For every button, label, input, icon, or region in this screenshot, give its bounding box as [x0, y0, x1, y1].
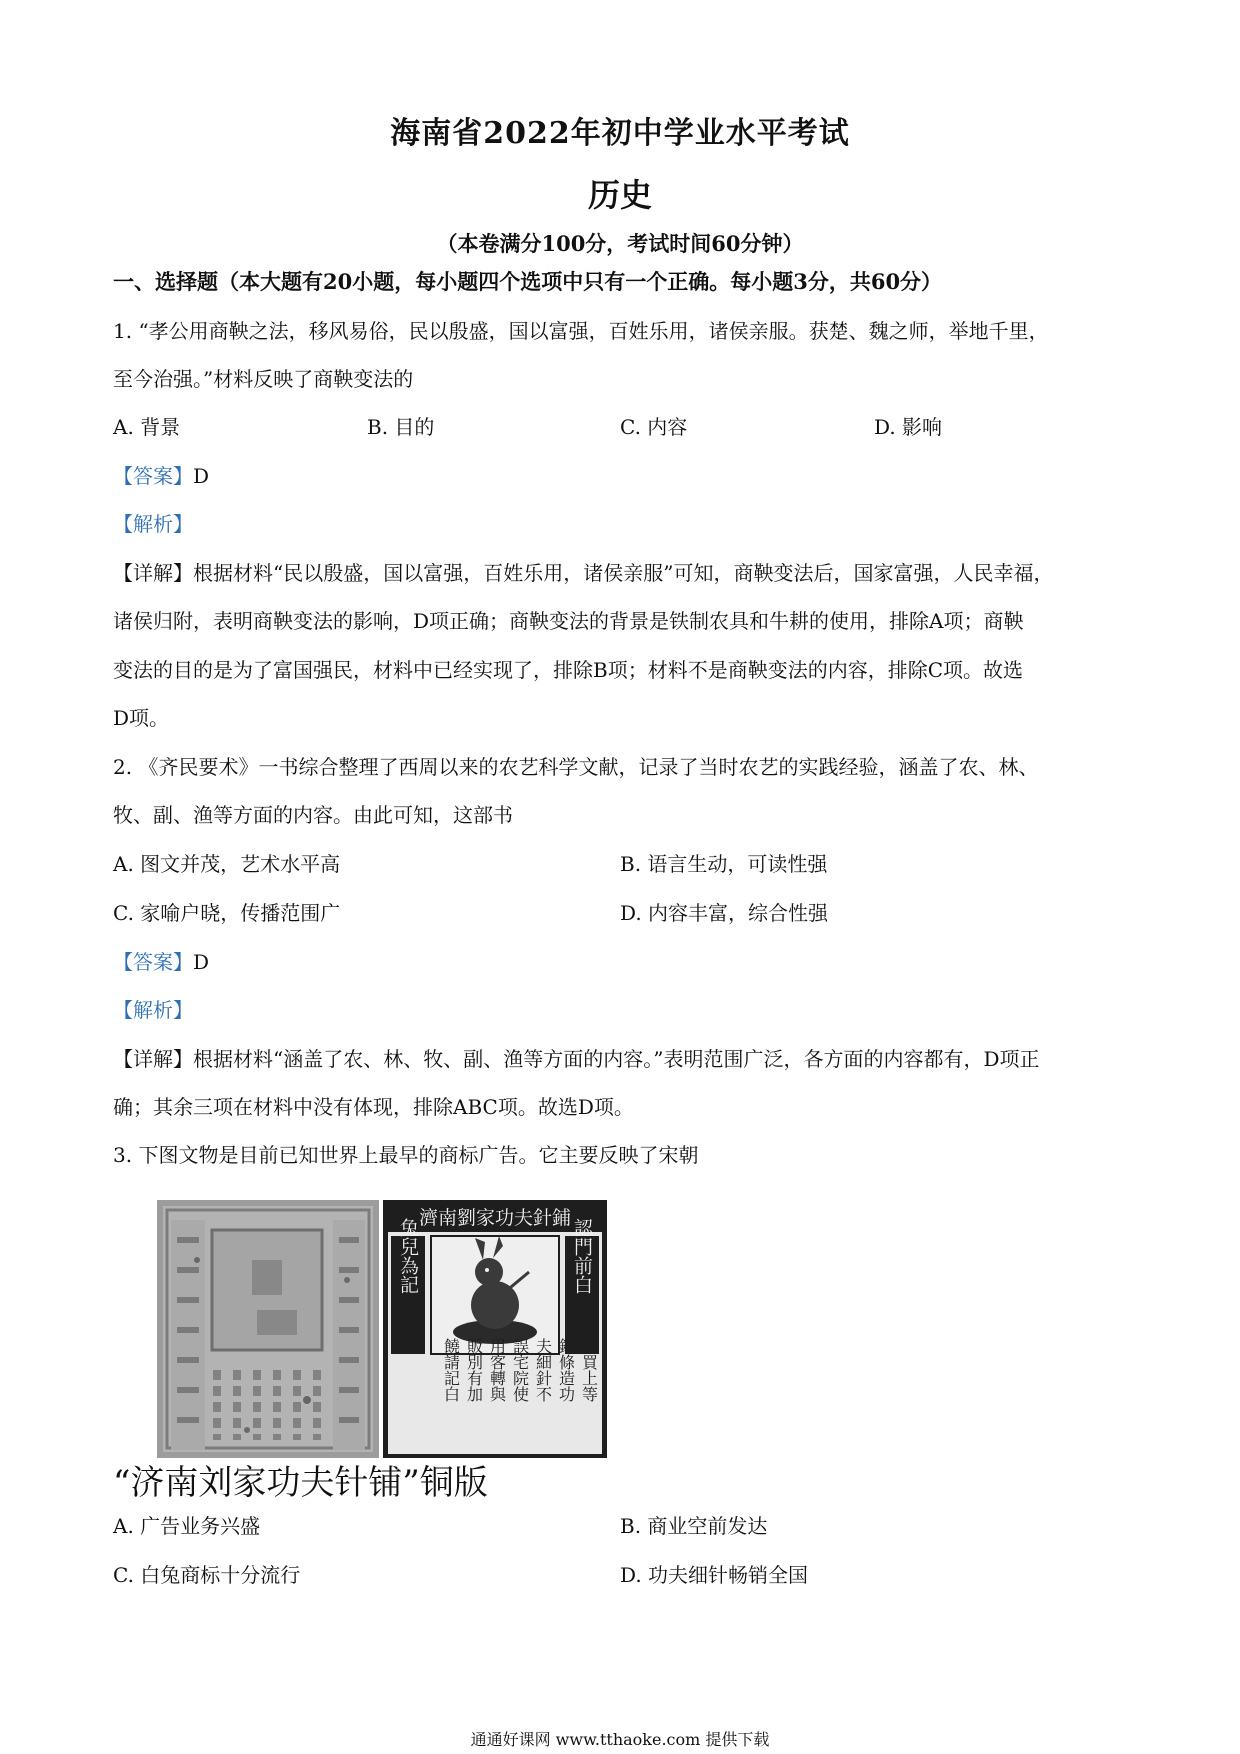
q2-answer	[113, 946, 209, 975]
figure-caption: “济南刘家功夫针铺”铜版	[113, 1463, 488, 1503]
q3-option-c: C. 白兔商标十分流行	[113, 1563, 301, 1587]
q1-option-a: A. 背景	[113, 415, 181, 439]
q2-answer-label: 【答案】	[113, 950, 193, 974]
q2-stem-line2: 牧、副、渔等方面的内容。由此可知，这部书	[113, 803, 513, 827]
q1-answer	[113, 460, 209, 489]
printed-plate-image	[383, 1200, 607, 1458]
q2-option-a: A. 图文并茂，艺术水平高	[113, 852, 341, 876]
plate-bottom-col-4: 誤宅院使	[510, 1338, 530, 1402]
q1-detail-line1: 【详解】根据材料“民以殷盛，国以富强，百姓乐用，诸侯亲服”可知，商鞅变法后，国家富强，人民幸福，	[113, 561, 1054, 585]
q2-answer-value: D	[193, 950, 210, 974]
q3-option-b: B. 商业空前发达	[620, 1514, 768, 1538]
plate-left-column: 兔兒為記	[397, 1218, 419, 1294]
q1-answer-value: D	[193, 464, 210, 488]
q3-option-a: A. 广告业务兴盛	[113, 1514, 261, 1538]
q2-option-b: B. 语言生动，可读性强	[620, 852, 828, 876]
q3-stem: 3. 下图文物是目前已知世界上最早的商标广告。它主要反映了宋朝	[113, 1143, 699, 1167]
exam-title: 海南省2022年初中学业水平考试	[390, 116, 850, 151]
exam-subject: 历史	[587, 176, 652, 214]
section-heading: 一、选择题（本大题有20小题，每小题四个选项中只有一个正确。每小题3分，共60分）	[113, 269, 943, 294]
q1-option-c: C. 内容	[620, 415, 688, 439]
q2-option-c: C. 家喻户晓，传播范围广	[113, 901, 341, 925]
plate-top-inscription: 濟南劉家功夫針鋪	[418, 1207, 572, 1229]
plate-bottom-col-6: 販別有加	[464, 1338, 484, 1402]
copper-plate-figure	[157, 1200, 607, 1458]
footer-watermark: 通通好课网 www.tthaoke.com 提供下载	[470, 1730, 770, 1749]
q2-stem-line1: 2. 《齐民要术》一书综合整理了西周以来的农艺科学文献，记录了当时农艺的实践经验，涵盖了农、林、	[113, 755, 1039, 779]
plate-bottom-col-2: 鋼條造功	[556, 1338, 576, 1402]
q1-stem-line1: 1. “孝公用商鞅之法，移风易俗，民以殷盛，国以富强，百姓乐用，诸侯亲服。获楚、魏之师，举地千里，	[113, 319, 1049, 343]
q1-detail-line2: 诸侯归附，表明商鞅变法的影响，D项正确；商鞅变法的背景是铁制农具和牛耕的使用，排除A项；商鞅	[113, 609, 1024, 633]
q1-answer-label: 【答案】	[113, 464, 193, 488]
plate-bottom-col-7: 饒請記白	[441, 1338, 461, 1402]
q1-stem-line2: 至今治强。”材料反映了商鞅变法的	[113, 367, 414, 391]
plate-bottom-col-1: 收買上等	[579, 1338, 599, 1402]
q3-option-d: D. 功夫细针畅销全国	[620, 1563, 809, 1587]
q1-option-d: D. 影响	[874, 415, 943, 439]
q2-analysis-label: 【解析】	[113, 998, 193, 1022]
plate-bottom-col-3: 夫細針不	[533, 1338, 553, 1402]
weathered-plate-image	[157, 1200, 379, 1458]
q1-detail-line4: D项。	[113, 706, 170, 730]
q2-detail-line1: 【详解】根据材料“涵盖了农、林、牧、副、渔等方面的内容。”表明范围广泛，各方面的内容都有，D项正	[113, 1047, 1040, 1071]
exam-note: （本卷满分100分，考试时间60分钟）	[436, 231, 804, 256]
q1-analysis-label: 【解析】	[113, 512, 193, 536]
q2-option-d: D. 内容丰富，综合性强	[620, 901, 829, 925]
q1-option-b: B. 目的	[367, 415, 435, 439]
plate-right-column: 認門前白	[571, 1218, 593, 1294]
plate-bottom-col-5: 用客轉與	[487, 1338, 507, 1402]
q2-detail-line2: 确；其余三项在材料中没有体现，排除ABC项。故选D项。	[113, 1095, 634, 1119]
q1-detail-line3: 变法的目的是为了富国强民，材料中已经实现了，排除B项；材料不是商鞅变法的内容，排除C项。故选	[113, 658, 1023, 682]
